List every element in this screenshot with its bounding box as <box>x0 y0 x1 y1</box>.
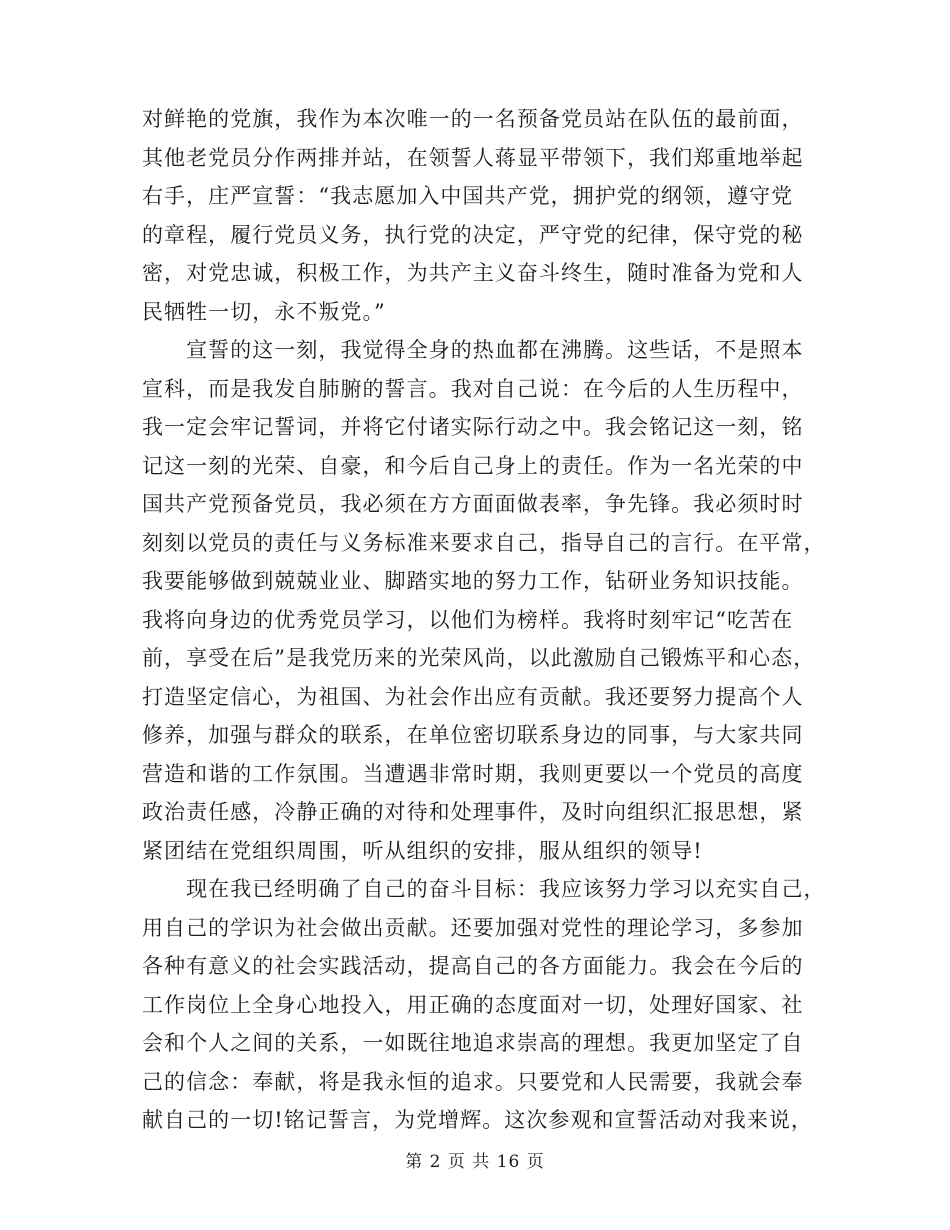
text-line: 营造和谐的工作氛围。当遭遇非常时期，我则更要以一个党员的高度 <box>142 761 804 786</box>
text-line: 的章程，履行党员义务，执行党的决定，严守党的纪律，保守党的秘 <box>142 222 804 247</box>
text-line: 记这一刻的光荣、自豪，和今后自己身上的责任。作为一名光荣的中 <box>142 453 804 478</box>
text-line: 密，对党忠诚，积极工作，为共产主义奋斗终生，随时准备为党和人 <box>142 261 804 285</box>
text-line: 献自己的一切!铭记誓言，为党增辉。这次参观和宣誓活动对我来说， <box>142 1108 813 1132</box>
text-line: 我将向身边的优秀党员学习，以他们为榜样。我将时刻牢记“吃苦在 <box>142 607 794 632</box>
text-line: 工作岗位上全身心地投入，用正确的态度面对一切，处理好国家、社 <box>142 992 804 1017</box>
text-line: 我一定会牢记誓词，并将它付诸实际行动之中。我会铭记这一刻，铭 <box>142 415 804 439</box>
text-line: 紧团结在党组织周围，听从组织的安排，服从组织的领导! <box>142 838 703 863</box>
text-line: 对鲜艳的党旗，我作为本次唯一的一名预备党员站在队伍的最前面， <box>142 107 804 131</box>
text-line: 我要能够做到兢兢业业、脚踏实地的努力工作，钻研业务知识技能。 <box>142 569 804 593</box>
text-line: 政治责任感，冷静正确的对待和处理事件，及时向组织汇报思想，紧 <box>142 800 804 824</box>
text-line: 右手，庄严宣誓：“我志愿加入中国共产党，拥护党的纲领，遵守党 <box>142 184 794 208</box>
text-line: 己的信念：奉献，将是我永恒的追求。只要党和人民需要，我就会奉 <box>142 1069 804 1094</box>
text-line: 各种有意义的社会实践活动，提高自己的各方面能力。我会在今后的 <box>142 954 804 978</box>
text-line: 前，享受在后”是我党历来的光荣风尚，以此激励自己锻炼平和心态， <box>142 646 816 670</box>
text-line: 会和个人之间的关系，一如既往地追求崇高的理想。我更加坚定了自 <box>142 1031 804 1055</box>
body-text <box>142 100 826 1140</box>
page-number: 第 2 页 共 16 页 <box>405 1152 545 1172</box>
text-line: 现在我已经明确了自己的奋斗目标：我应该努力学习以充实自己， <box>142 877 826 901</box>
text-line: 国共产党预备党员，我必须在方方面面做表率，争先锋。我必须时时 <box>142 492 804 516</box>
text-line: 宣誓的这一刻，我觉得全身的热血都在沸腾。这些话，不是照本 <box>142 338 804 362</box>
text-line: 民牺牲一切，永不叛党。” <box>142 299 386 324</box>
text-line: 用自己的学识为社会做出贡献。还要加强对党性的理论学习，多参加 <box>142 915 804 940</box>
text-line: 修养，加强与群众的联系，在单位密切联系身边的同事，与大家共同 <box>142 723 804 747</box>
text-line: 其他老党员分作两排并站，在领誓人蒋显平带领下，我们郑重地举起 <box>142 145 804 170</box>
text-line: 宣科，而是我发自肺腑的誓言。我对自己说：在今后的人生历程中， <box>142 376 804 401</box>
text-line: 打造坚定信心，为祖国、为社会作出应有贡献。我还要努力提高个人 <box>142 684 804 709</box>
text-line: 刻刻以党员的责任与义务标准来要求自己，指导自己的言行。在平常， <box>142 530 826 555</box>
